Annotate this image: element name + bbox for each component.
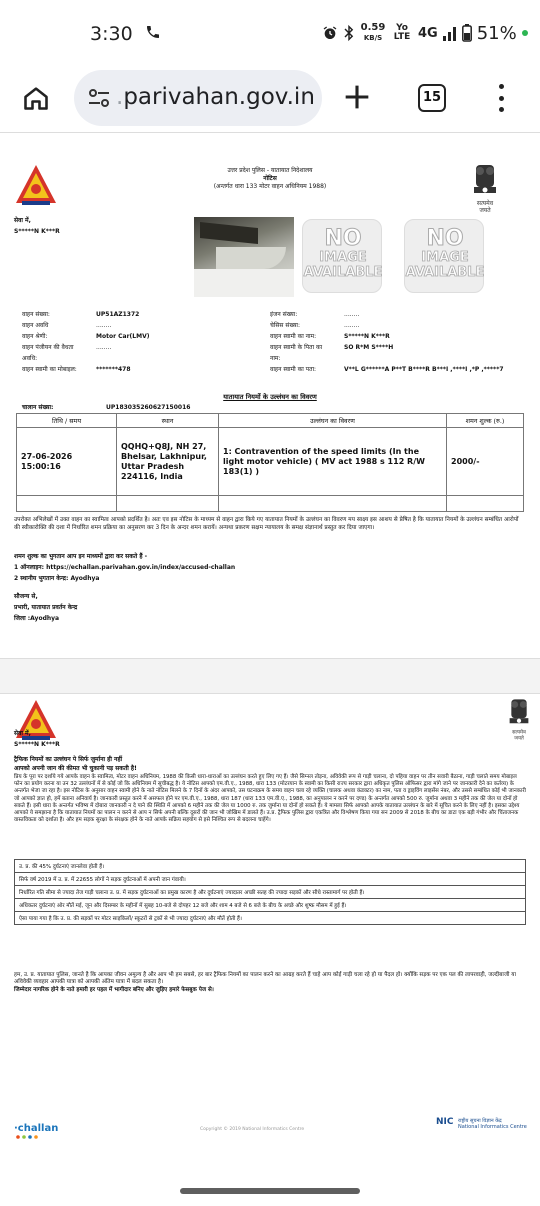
up-police-emblem-icon — [14, 163, 58, 207]
column-header: तिथि / समय — [17, 414, 117, 428]
field-value: ........ — [96, 344, 112, 351]
no-image-placeholder-1: NO IMAGE AVAILABLE — [302, 219, 382, 293]
url-text[interactable]: .parivahan.gov.in — [116, 84, 315, 110]
page-content — [0, 133, 540, 1173]
payment-local-centre: 2 स्थानीय भुगतान केन्द्र: Ayodhya — [14, 575, 100, 582]
svg-text:सत्यमेव: सत्यमेव — [512, 729, 526, 736]
table-header-row — [17, 414, 524, 428]
column-header: स्थान — [117, 414, 219, 428]
new-tab-icon[interactable] — [340, 80, 374, 114]
vehicle-class: Motor Car(LMV) — [96, 333, 150, 340]
network-speed: 0.59 KB/S — [360, 22, 386, 42]
notice-page-2: सत्यमेव जयते सेवा में, S*****N K***R ट्रैफिक नियमों का उल्लंघन पे सिर्फ जुर्माना ही नहीं आपको अपनी जान की कीमत भी चुकानी पड़ सकती है! प्रिय के पूरा पर दर्शाये गये आपके वाहन के स्वामित्व, मोटर वाहन अधिनियम, 1988 की किसी धारा-धाराओं का उल्लंघन करते हुए लिए गए हैं। जैसे सिग्नल तोड़ना, अविवेकी रूप से गाड़ी चलाना, दो पहिया वाहन पर तीन सवारी बैठाना, गाड़ी चलाते समय मोबाइल फोन का प्रयोग करना या उन 32 उल्लंघनों में से कोई जो कि अधिनियम में सूचीबद्ध है। ये नोटिस आपको एम.वी.ए., 1988, धारा 133 (मोटरयान के स्वामी का किसी राज्य सरकार द्वारा अधिकृत पुलिस ऑफिसर द्वारा मांगे जाने पर जानकारी देने का कर्तव्य) के अन्तर्गत भेजा जा रहा है। इस नोटिस के अनुसार वाहन स्वामी होने के नाते नोटिस मिलने के 7 दिनों के अंदर आपको, उस घटनाक्रम के समय वाहन चला रहे व्यक्ति (चालक अथवा कंडक्टर) का नाम, पता व ड्राइविंग लाइसेंस नंबर, और उससे सम्बंधित कोई भी जानकारी जो आपको ज्ञात हो, हमें बताना अनिवार्य है। जानकारी प्रस्तुत करने में असफल होने पर एम.वी.ए., 1988, धारा 187 (धारा 133 एम.वी.ए., 1988, का अनुपालन न करने पर दण्ड) के अन्तर्गत आपको 500 रु. जुर्माना अथवा 3 महीने तक की जेल या दोनों हो सकते हैं। इसी धारा के अन्तर्गत भविष्य में दोबारा जानकारी न दे पाने की स्थिति में आपको 6 महीने तक की जेल या 1000 रु. तक जुर्माना या दोनों हो सकते हैं। ये मामला सिर्फ आपको आपके यातायात उल्लंघन के बारे में सूचित करने के लिए नहीं है। इसका उद्देश्य आपको ये समझाना है कि यातायात नियमों का पालन न करने से आप न सिर्फ अपनी बल्कि दूसरों की जान भी जोखिम में डालते हैं। उ.प्र. ट्रैफिक पुलिस द्वारा एकत्रित और विश्लेषण किया गया सन 2009 से 2018 के बीच का डाटा एक बड़ी गंभीर और चिंताजनक वास्तविकता को दर्शाता है। और हम सड़क सुरक्षा के संरक्षक होने के नाते आपके सक्रिय सहयोग से इसे निश्चित रूप से बदलना चाहेंगे। उ. प्र. की 45% दुर्घटनाएं जानलेवा होती हैं। सिर्फ वर्ष 2019 में उ. प्र. में 22655 लोगों ने सड़क दुर्घटनाओं में अपनी जान गंवायी। निर्धारित गति सीमा से ज्यादा तेज गाड़ी चलाना उ. प्र. में सड़क दुर्घटनाओं का प्रमुख कारण है और दुर्घटनाएं ज्यादातर अच्छी सतह की ज्यादा सड़कों और सीधे रास्तामार्ग पर होती हैं। अधिकतर दुर्घटनाएं ओर मौतें मई, जून और दिसम्बर के महीनों में सुबह 10-बजे से दोपहर 12 बजे और शाम 4 बजे से 6 बजे के बीच के अच्छे और शुष्क मौसम में हुई हैं। ऐसा पाया गया है कि उ. प्र. की सड़कों पर मोटर साइकिलों/ स्कूटरों से ट्रकों से भी ज्यादा दुर्घटनाएं और मौतें होती हैं। हम, उ. प्र. यातायात पुलिस, जानते है कि आपका जीवन अमूल्य है और आप भी हम सबसे, हर बार ट्रैफिक नियमों का पालन करने का आग्रह करते हैं चाहे आप कोई गाड़ी चला रहे हो या पैदल हो। क्योंकि सड़क पर एक पल की लापरवाही, जल्दीबाजी या अविवेकी व्यवहार आपकी यात्रा को आपकी अंतिम यात्रा में बदल सकता है। जिम्मेदार नागरिक होने के नाते हमारी हर पहल में भागीदार बनिए और जुड़िए हमारे फेसबुक पेज से। ·challan Copyright © 2019 National Informatics Centre NIC राष्ट्रीय सूचना विज्ञान केंद्र National Informatics Centre — [0, 694, 540, 1173]
signal-icon — [443, 25, 457, 41]
vehicle-number: UP51AZ1372 — [96, 311, 140, 318]
signature-line: प्रभारी, यातायात प्रवर्तन केन्द्र — [14, 604, 78, 611]
table-row-empty — [17, 496, 524, 512]
tab-switcher-button[interactable]: 15 — [418, 84, 446, 112]
home-gesture-handle[interactable] — [180, 1188, 360, 1194]
field-label: इंजन संख्या: — [270, 311, 298, 318]
field-label: वाहन स्वामी का मोबाइल: — [22, 366, 77, 373]
field-label: वाहन अवधि — [22, 322, 49, 329]
address-bar[interactable] — [74, 70, 322, 126]
volte-indicator: Yo LTE — [393, 23, 411, 42]
challan-number: UP18303526062715001​6 — [106, 404, 191, 411]
fine-amount: 2000/- — [447, 428, 524, 496]
field-label: चेसिस संख्या: — [270, 322, 301, 329]
no-image-placeholder-2: NO IMAGE AVAILABLE — [404, 219, 484, 293]
field-label: वाहन स्वामी का नाम: — [270, 333, 317, 340]
echallan-logo — [14, 1118, 59, 1144]
svg-text:सत्यमेव: सत्यमेव — [476, 200, 494, 207]
table-row: निर्धारित गति सीमा से ज्यादा तेज गाड़ी चलाना उ. प्र. में सड़क दुर्घटनाओं का प्रमुख कारण है और दुर्घटनाएं ज्यादातर अच्छी सतह की ज्यादा सड़कों और सीधे रास्तामार्ग पर होती हैं। — [15, 886, 526, 899]
status-bar — [0, 0, 540, 64]
owner-address: V**L G******A P**T B****R B***I ,****I ,*P ,*****7 — [344, 366, 504, 373]
svg-text:जयते: जयते — [514, 735, 524, 742]
payment-heading: शमन शुल्क का भुगतान आप इन माध्यमों द्वारा कर सकते हैं - — [14, 553, 148, 560]
field-label: वाहन संख्या: — [22, 311, 50, 318]
violation-description: 1: Contravention of the speed limits (In the light motor vehicle) ( MV act 1988 s 112 R/W 183(1) ) — [219, 428, 447, 496]
network-type: 4G — [418, 25, 438, 41]
ashoka-emblem-icon — [506, 696, 532, 742]
bluetooth-icon — [343, 25, 355, 41]
status-icons — [322, 20, 528, 46]
violation-photo[interactable] — [194, 217, 294, 297]
violation-heading: यातायात नियमों के उल्लंघन का विवरण — [223, 393, 317, 401]
violation-table — [16, 413, 524, 512]
privacy-indicator-dot — [522, 30, 528, 36]
field-label: अवधि: — [22, 355, 38, 362]
site-settings-icon[interactable] — [88, 88, 110, 108]
addressee-label: सेवा में, — [14, 730, 31, 737]
owner-father-name: SO R*M S****H — [344, 344, 394, 351]
payment-online-link[interactable]: 1 ऑनलाइन: https://echallan.parivahan.gov.in/index/accused-challan — [14, 564, 236, 571]
svg-text:·challan: ·challan — [14, 1123, 59, 1134]
phone-call-icon — [145, 23, 161, 41]
field-label: वाहन स्वामी का पता: — [270, 366, 317, 373]
addressee-label: सेवा में, — [14, 217, 31, 224]
battery-percent: 51% — [476, 22, 517, 44]
field-label: नाम: — [270, 355, 281, 362]
alarm-icon — [322, 25, 338, 41]
addressee-name: S*****N K***R — [14, 228, 60, 235]
page-separator — [0, 658, 540, 694]
notice-header: उत्तर प्रदेश पुलिस - यातायात निदेशालय नोटिस (अन्तर्गत धारा 133 मोटर वाहन अधिनियम 1988) — [213, 167, 327, 190]
challan-label: चालान संख्या: — [22, 404, 54, 411]
column-header: उल्लंघन का विवरण — [219, 414, 447, 428]
closing-paragraph: हम, उ. प्र. यातायात पुलिस, जानते है कि आपका जीवन अमूल्य है और आप भी हम सबसे, हर बार ट्रैफिक नियमों का पालन करने का आग्रह करते हैं चाहे आप कोई गाड़ी चला रहे हो या पैदल हो। क्योंकि सड़क पर एक पल की लापरवाही, जल्दीबाजी या अविवेकी व्यवहार आपकी यात्रा को आपकी अंतिम यात्रा में बदल सकता है। जिम्मेदार नागरिक होने के नाते हमारी हर पहल में भागीदार बनिए और जुड़िए हमारे फेसबुक पेज से। — [14, 972, 516, 993]
table-row: सिर्फ वर्ष 2019 में उ. प्र. में 22655 लोगों ने सड़क दुर्घटनाओं में अपनी जान गंवायी। — [15, 873, 526, 886]
table-row: अधिकतर दुर्घटनाएं ओर मौतें मई, जून और दिसम्बर के महीनों में सुबह 10-बजे से दोपहर 12 बजे और शाम 4 बजे से 6 बजे के बीच के अच्छे और शुष्क मौसम में हुई हैं। — [15, 899, 526, 912]
column-header: शमन शुल्क (रु.) — [447, 414, 524, 428]
owner-name: S*****N K***R — [344, 333, 390, 340]
violation-place: QQHQ+Q8J, NH 27, Bhelsar, Lakhnipur, Uttar Pradesh 224116, India — [117, 428, 219, 496]
svg-text:जयते: जयते — [479, 207, 491, 214]
statistics-table — [14, 859, 526, 925]
table-row: उ. प्र. की 45% दुर्घटनाएं जानलेवा होती हैं। — [15, 860, 526, 873]
warning-line-2: आपको अपनी जान की कीमत भी चुकानी पड़ सकती है! — [14, 765, 137, 772]
battery-icon — [462, 24, 472, 42]
ashoka-emblem-icon — [470, 161, 500, 215]
signature-line: जिला :Ayodhya — [14, 615, 60, 622]
notice-paragraph: उपरोक्त अभिलेखों में उक्त वाहन का स्वामित्व आपको प्रदर्शित है। अतः एव इस नोटिस के माध्यम से वाहन द्वारा किये गए यातायात नियमों के उल्लंघन का विवरण मय साक्ष्य इस आशय से प्रेषित है कि यातायात नियमों के उल्लंघन सम्बंधित आरोपों की स्वीकारोक्ति की दशा में निर्धारित शमन प्रक्रिया का अनुसरण कर 3 दिन के अन्दर शमन करायें। अन्यथा प्रकरण सक्षम न्यायालय के समक्ष संज्ञानार्थ प्रस्तुत कर दिया जाएगा। — [14, 517, 519, 531]
field-label: वाहन स्वामी के पिता का — [270, 344, 323, 351]
notice-paragraph: प्रिय के पूरा पर दर्शाये गये आपके वाहन के स्वामित्व, मोटर वाहन अधिनियम, 1988 की किसी धारा-धाराओं का उल्लंघन करते हुए लिए गए हैं। जैसे सिग्नल तोड़ना, अविवेकी रूप से गाड़ी चलाना, दो पहिया वाहन पर तीन सवारी बैठाना, गाड़ी चलाते समय मोबाइल फोन का प्रयोग करना या उन 32 उल्लंघनों में से कोई जो कि अधिनियम में सूचीबद्ध है। ये नोटिस आपको एम.वी.ए., 1988, धारा 133 (मोटरयान के स्वामी का किसी राज्य सरकार द्वारा अधिकृत पुलिस ऑफिसर द्वारा मांगे जाने पर जानकारी देने का कर्तव्य) के अन्तर्गत भेजा जा रहा है। इस नोटिस के अनुसार वाहन स्वामी होने के नाते नोटिस मिलने के 7 दिनों के अंदर आपको, उस घटनाक्रम के समय वाहन चला रहे व्यक्ति (चालक अथवा कंडक्टर) का नाम, पता व ड्राइविंग लाइसेंस नंबर, और उससे सम्बंधित कोई भी जानकारी जो आपको ज्ञात हो, हमें बताना अनिवार्य है। जानकारी प्रस्तुत करने में असफल होने पर एम.वी.ए., 1988, धारा 187 (धारा 133 एम.वी.ए., 1988, का अनुपालन न करने पर दण्ड) के अन्तर्गत आपको 500 रु. जुर्माना अथवा 3 महीने तक की जेल या दोनों हो सकते हैं। इसी धारा के अन्तर्गत भविष्य में दोबारा जानकारी न दे पाने की स्थिति में आपको 6 महीने तक की जेल या 1000 रु. तक जुर्माना या दोनों हो सकते हैं। ये मामला सिर्फ आपको आपके यातायात उल्लंघन के बारे में सूचित करने के लिए नहीं है। इसका उद्देश्य आपको ये समझाना है कि यातायात नियमों का पालन न करने से आप न सिर्फ अपनी बल्कि दूसरों की जान भी जोखिम में डालते हैं। उ.प्र. ट्रैफिक पुलिस द्वारा एकत्रित और विश्लेषण किया गया सन 2009 से 2018 के बीच का डाटा एक बड़ी गंभीर और चिंताजनक वास्तविकता को दर्शाता है। और हम सड़क सुरक्षा के संरक्षक होने के नाते आपके सक्रिय सहयोग से इसे निश्चित रूप से बदलना चाहेंगे। — [14, 774, 526, 824]
field-value: ........ — [96, 322, 112, 329]
signature-line: सौजन्य से, — [14, 593, 38, 600]
addressee-name: S*****N K***R — [14, 741, 60, 748]
echallan-logo-icon — [14, 1118, 59, 1140]
owner-mobile: *******478 — [96, 366, 131, 373]
browser-toolbar — [0, 64, 540, 132]
warning-line-1: ट्रैफिक नियमों का उल्लंघन पे सिर्फ जुर्माना ही नहीं — [14, 756, 123, 763]
home-icon[interactable] — [22, 84, 50, 112]
more-menu-icon[interactable] — [498, 84, 504, 112]
table-row — [17, 428, 524, 496]
copyright-text: Copyright © 2019 National Informatics Centre — [200, 1127, 305, 1132]
table-row: ऐसा पाया गया है कि उ. प्र. की सड़कों पर मोटर साइकिलों/ स्कूटरों से ट्रकों से भी ज्यादा दुर्घटनाएं और मौतें होती हैं। — [15, 912, 526, 925]
field-value: ........ — [344, 311, 360, 318]
field-label: वाहन पंजीयन की वैधता — [22, 344, 74, 351]
notice-page-1 — [0, 133, 540, 658]
violation-datetime: 27-06-2026 15:00:16 — [17, 428, 117, 496]
field-label: वाहन श्रेणी: — [22, 333, 48, 340]
clock: 3:30 — [90, 23, 133, 45]
field-value: ........ — [344, 322, 360, 329]
